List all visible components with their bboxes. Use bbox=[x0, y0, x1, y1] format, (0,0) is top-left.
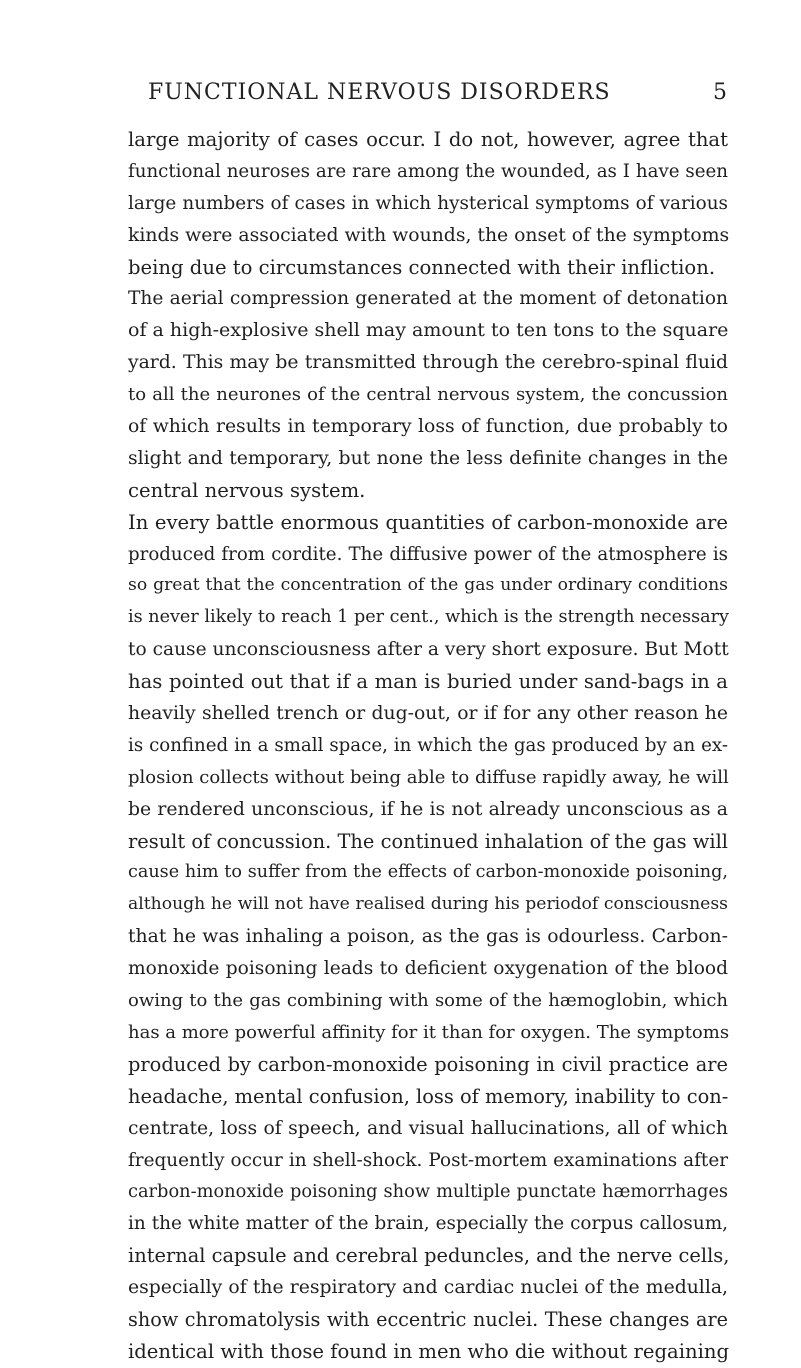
page-header bbox=[128, 80, 728, 114]
body-text bbox=[128, 124, 728, 1368]
text-line: result of concussion. The continued inhalation of the gas will bbox=[128, 829, 728, 853]
text-line: monoxide poisoning leads to deficient oxygenation of the blood bbox=[128, 958, 728, 980]
text-line: produced by carbon-monoxide poisoning in civil practice are bbox=[128, 1052, 728, 1076]
text-line: cause him to suffer from the effects of carbon-monoxide poisoning, bbox=[128, 862, 728, 883]
text-line: In every battle enormous quantities of carbon-monoxide are bbox=[128, 510, 728, 534]
text-line: of a high-explosive shell may amount to ten tons to the square bbox=[128, 319, 729, 342]
text-line: is never likely to reach 1 per cent., which is the strength necessary bbox=[128, 607, 729, 628]
text-line: large majority of cases occur. I do not, however, agree that bbox=[128, 128, 728, 151]
text-line: has a more powerful affinity for it than for oxygen. The symptoms bbox=[128, 1021, 730, 1043]
text-line: be rendered unconscious, if he is not already unconscious as a bbox=[128, 798, 728, 820]
text-line: especially of the respiratory and cardiac nuclei of the medulla, bbox=[128, 1277, 728, 1299]
text-line: headache, mental confusion, loss of memory, inability to con- bbox=[128, 1084, 729, 1108]
text-line: in the white matter of the brain, especially the corpus callosum, bbox=[128, 1213, 728, 1235]
text-line: show chromatolysis with eccentric nuclei. These changes are bbox=[128, 1307, 728, 1331]
text-line: carbon-monoxide poisoning show multiple punctate hæmorrhages bbox=[128, 1181, 728, 1203]
text-line: slight and temporary, but none the less definite changes in the bbox=[128, 447, 728, 469]
text-line: is confined in a small space, in which the gas produced by an ex- bbox=[128, 734, 728, 756]
text-line: plosion collects without being able to diffuse rapidly away, he will bbox=[128, 766, 729, 788]
text-line: identical with those found in men who die without regaining bbox=[128, 1339, 730, 1363]
text-line: produced from cordite. The diffusive power of the atmosphere is bbox=[128, 543, 728, 565]
text-line: The aerial compression generated at the moment of detonation bbox=[128, 288, 728, 310]
text-line: to cause unconsciousness after a very short exposure. But Mott bbox=[128, 639, 729, 661]
page-number: 5 bbox=[713, 80, 728, 105]
text-line: kinds were associated with wounds, the onset of the symptoms bbox=[128, 224, 730, 246]
running-title: FUNCTIONAL NERVOUS DISORDERS bbox=[148, 80, 611, 105]
text-line: being due to circumstances connected with their infliction. bbox=[128, 255, 716, 279]
text-line: so great that the concentration of the gas under ordinary conditions bbox=[128, 575, 728, 596]
text-line: centrate, loss of speech, and visual hallucinations, all of which bbox=[128, 1117, 728, 1139]
text-line: internal capsule and cerebral peduncles, and the nerve cells, bbox=[128, 1244, 730, 1268]
text-line: yard. This may be transmitted through the cerebro-spinal fluid bbox=[128, 352, 728, 374]
text-line: central nervous system. bbox=[128, 478, 366, 502]
text-line: to all the neurones of the central nervous system, the concussion bbox=[128, 384, 728, 406]
text-line: owing to the gas combining with some of the hæmoglobin, which bbox=[128, 990, 728, 1012]
text-line: frequently occur in shell-shock. Post-mortem examinations after bbox=[128, 1149, 728, 1171]
text-line: although he will not have realised during his periodof consciousness bbox=[128, 894, 728, 915]
text-line: functional neuroses are rare among the wounded, as I have seen bbox=[128, 160, 728, 182]
text-line: large numbers of cases in which hysterical symptoms of various bbox=[128, 192, 728, 214]
text-line: has pointed out that if a man is buried under sand-bags in a bbox=[128, 670, 728, 694]
text-line: that he was inhaling a poison, as the gas is odourless. Carbon- bbox=[128, 926, 728, 948]
text-line: heavily shelled trench or dug-out, or if for any other reason he bbox=[128, 703, 728, 725]
text-line: of which results in temporary loss of function, due probably to bbox=[128, 416, 728, 438]
